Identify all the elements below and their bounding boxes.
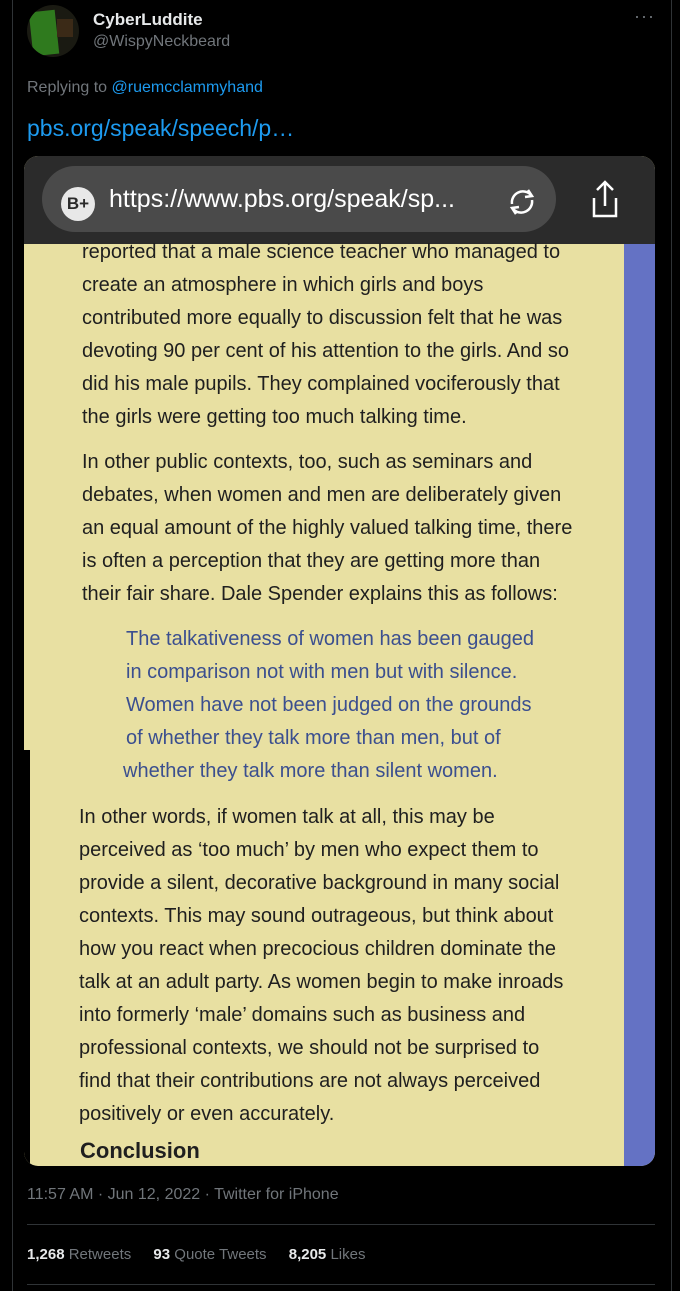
- text-line: provide a silent, decorative background in many social: [79, 872, 560, 894]
- screenshot-seam: [24, 750, 30, 1166]
- text-line: professional contexts, we should not be surprised to: [79, 1037, 540, 1059]
- reload-icon: [502, 182, 542, 222]
- blockquote: [123, 623, 535, 788]
- divider: [27, 1224, 655, 1225]
- text-line: devoting 90 per cent of his attention to the girls. And so: [82, 340, 569, 362]
- text-line: perceived as ‘too much’ by men who expect them to: [79, 839, 539, 861]
- share-icon: [585, 178, 625, 222]
- retweets-count: 1,268: [27, 1246, 65, 1263]
- attached-screenshot[interactable]: [24, 156, 655, 1166]
- likes-label: Likes: [330, 1246, 366, 1263]
- more-horizontal-icon[interactable]: ···: [634, 6, 655, 26]
- paragraph-2: [82, 446, 572, 611]
- text-line: an equal amount of the highly valued talking time, there: [82, 517, 573, 539]
- text-line: did his male pupils. They complained vociferously that: [82, 373, 560, 395]
- quote-line: Women have not been judged on the grounds: [126, 694, 532, 716]
- text-line: find that their contributions are not always perceived: [79, 1070, 541, 1092]
- text-line: how you react when precocious children dominate the: [79, 938, 556, 960]
- browser-badge-icon: B+: [61, 187, 95, 221]
- text-line: the girls were getting too much talking time.: [82, 406, 467, 428]
- cut-off-heading: Conclusion: [80, 1138, 200, 1163]
- text-line: into formerly ‘male’ domains such as business and: [79, 1004, 526, 1026]
- retweets-stat[interactable]: [27, 1246, 131, 1263]
- text-line: debates, when women and men are deliberately given: [82, 484, 562, 506]
- likes-stat[interactable]: [289, 1246, 366, 1263]
- text-line: talk at an adult party. As women begin to make inroads: [79, 971, 564, 993]
- tweet-link[interactable]: pbs.org/speak/speech/p…: [27, 115, 295, 141]
- divider: [27, 1284, 655, 1285]
- avatar[interactable]: [27, 5, 79, 57]
- text-line: create an atmosphere in which girls and boys: [82, 274, 484, 296]
- tweet-stats: [27, 1246, 383, 1263]
- address-url: https://www.pbs.org/speak/sp...: [109, 185, 455, 213]
- likes-count: 8,205: [288, 1246, 327, 1263]
- text-line: contributed more equally to discussion felt that he was: [82, 307, 563, 329]
- display-name[interactable]: CyberLuddite: [93, 10, 203, 29]
- text-line: reported that a male science teacher who managed to: [82, 241, 561, 263]
- text-line: contexts. This may sound outrageous, but think about: [79, 905, 554, 927]
- user-handle[interactable]: @WispyNeckbeard: [93, 33, 231, 50]
- quote-line: of whether they talk more than men, but of: [126, 727, 501, 749]
- replying-prefix: Replying to: [27, 79, 108, 96]
- text-line: their fair share. Dale Spender explains this as follows:: [82, 583, 558, 605]
- quote-tweets-label: Quote Tweets: [174, 1246, 267, 1263]
- replying-to: [27, 79, 263, 97]
- quote-tweets-stat[interactable]: [153, 1246, 266, 1263]
- text-line: positively or even accurately.: [79, 1103, 335, 1125]
- paragraph-1: [82, 236, 569, 434]
- quote-tweets-count: 93: [153, 1246, 171, 1263]
- text-line: is often a perception that they are getting more than: [82, 550, 541, 572]
- quote-line: in comparison not with men but with silence.: [126, 661, 518, 683]
- quote-line: whether they talk more than silent women.: [123, 760, 498, 782]
- text-line: In other public contexts, too, such as seminars and: [82, 451, 533, 473]
- quote-line: The talkativeness of women has been gauged: [126, 628, 535, 650]
- replying-to-link[interactable]: @ruemcclammyhand: [111, 79, 263, 96]
- retweets-label: Retweets: [68, 1246, 132, 1263]
- paragraph-3: [79, 801, 563, 1131]
- tweet-timestamp[interactable]: 11:57 AM · Jun 12, 2022 · Twitter for iPhone: [27, 1186, 339, 1203]
- sidebar-stripe: [624, 244, 655, 1166]
- text-line: In other words, if women talk at all, this may be: [79, 806, 495, 828]
